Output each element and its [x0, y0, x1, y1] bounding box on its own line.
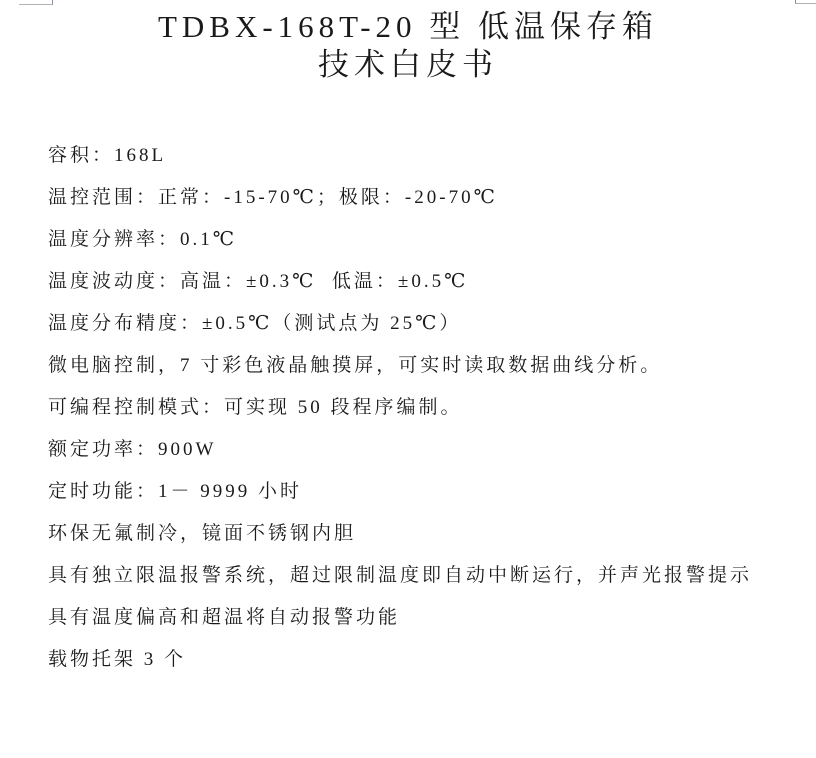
- document-title-block: [0, 0, 816, 84]
- page-margin-mark-top-right: [795, 0, 816, 4]
- spec-list: [48, 145, 780, 670]
- spec-line-temp-fluctuation: 温度波动度：高温：±0.3℃ 低温：±0.5℃: [48, 271, 469, 292]
- spec-line-limit-alarm-system: 具有独立限温报警系统，超过限制温度即自动中断运行，并声光报警提示: [48, 565, 753, 586]
- document-title-line2: 技术白皮书: [318, 47, 498, 82]
- spec-line-programmable-mode: 可编程控制模式：可实现 50 段程序编制。: [48, 397, 463, 418]
- spec-line-temp-resolution: 温度分辨率：0.1℃: [48, 229, 238, 250]
- spec-line-timer-function: 定时功能：1－ 9999 小时: [48, 481, 303, 502]
- spec-line-eco-refrigeration: 环保无氟制冷，镜面不锈钢内胆: [48, 523, 357, 544]
- spec-line-overtemp-alarm: 具有温度偏高和超温将自动报警功能: [48, 607, 401, 628]
- spec-line-temp-control-range: 温控范围：正常：-15-70℃；极限：-20-70℃: [48, 187, 498, 208]
- spec-line-rated-power: 额定功率：900W: [48, 439, 217, 460]
- spec-line-capacity: 容积：168L: [48, 145, 167, 166]
- spec-line-shelves: 载物托架 3 个: [48, 649, 187, 670]
- document-title-line1: TDBX-168T-20 型 低温保存箱: [157, 9, 659, 44]
- page-margin-mark-top-left: [19, 0, 53, 5]
- spec-line-microcomputer-control: 微电脑控制，7 寸彩色液晶触摸屏，可实时读取数据曲线分析。: [48, 355, 663, 376]
- spec-line-temp-uniformity: 温度分布精度：±0.5℃（测试点为 25℃）: [48, 313, 462, 334]
